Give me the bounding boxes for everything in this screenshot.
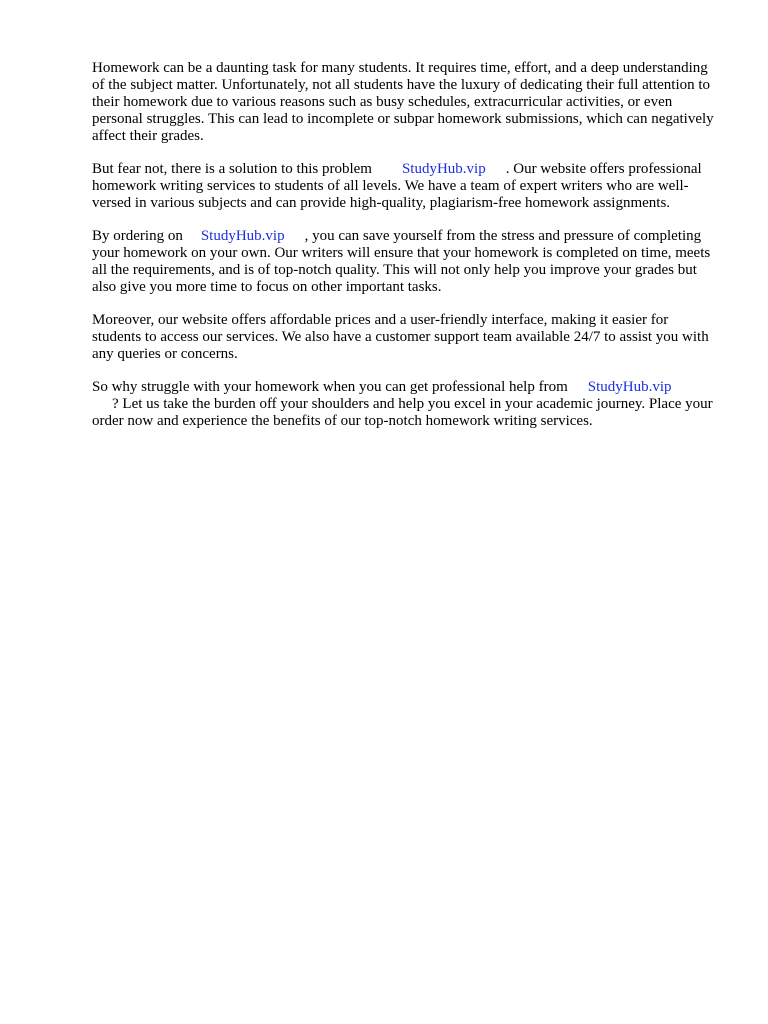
- paragraph-solution-rest: . Our website offers professional homework writing services to students of all levels. We have a team of expert writers who are well-versed in various subjects and can provide high-quality, plagiarism-free homework assignments.: [92, 161, 702, 211]
- paragraph-closing-lead: So why struggle with your homework when you can get professional help from: [92, 379, 568, 395]
- paragraph-intro: [92, 60, 717, 145]
- paragraph-ordering-lead: By ordering on: [92, 228, 183, 244]
- document-page: [92, 60, 717, 446]
- paragraph-ordering-rest: , you can save yourself from the stress and pressure of completing your homework on your own. Our writers will ensure that your homework is completed on time, meets all the requirements, and is of top-notch quality. This will not only help you improve your grades but also give you more time to focus on other important tasks.: [92, 228, 711, 295]
- studyhub-link-1[interactable]: StudyHub.vip: [401, 161, 486, 177]
- paragraph-solution: [92, 161, 717, 212]
- paragraph-closing-rest: ? Let us take the burden off your shoulders and help you excel in your academic journey. Place your order now and experience the benefits of our top-notch homework writing services.: [92, 396, 713, 429]
- paragraph-ordering: [92, 228, 717, 296]
- paragraph-pricing: [92, 312, 717, 363]
- studyhub-link-2[interactable]: StudyHub.vip: [200, 228, 285, 244]
- paragraph-pricing-text: Moreover, our website offers affordable prices and a user-friendly interface, making it easier for students to access our services. We also have a customer support team available 24/7 to assist you with any queries or concerns.: [92, 312, 709, 362]
- paragraph-intro-text: Homework can be a daunting task for many students. It requires time, effort, and a deep understanding of the subject matter. Unfortunately, not all students have the luxury of dedicating their full attention to their homework due to various reasons such as busy schedules, extracurricular activities, or even personal struggles. This can lead to incomplete or subpar homework submissions, which can negatively affect their grades.: [92, 60, 714, 144]
- paragraph-solution-lead: But fear not, there is a solution to this problem: [92, 161, 372, 177]
- paragraph-closing: [92, 379, 717, 430]
- studyhub-link-3[interactable]: StudyHub.vip: [587, 379, 672, 395]
